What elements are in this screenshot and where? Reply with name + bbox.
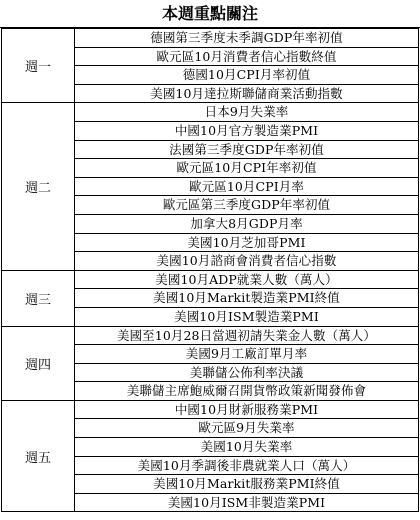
event-cell: 美國10月諮商會消費者信心指數 — [75, 252, 419, 271]
day-label: 週二 — [2, 103, 75, 270]
schedule-table — [1, 28, 419, 512]
table-row — [2, 400, 419, 419]
event-cell: 歐元區第三季度GDP年率初值 — [75, 196, 419, 215]
day-label: 週五 — [2, 400, 75, 512]
event-cell: 日本9月失業率 — [75, 103, 419, 122]
event-cell: 美國10月ISM非製造業PMI — [75, 493, 419, 512]
event-cell: 美國10月ISM製造業PMI — [75, 307, 419, 326]
day-label: 週一 — [2, 29, 75, 103]
page-title: 本週重點關注 — [0, 0, 420, 28]
event-cell: 歐元區10月CPI月率 — [75, 177, 419, 196]
event-cell: 歐元區10月消費者信心指數終值 — [75, 47, 419, 66]
event-cell: 法國第三季度GDP年率初值 — [75, 140, 419, 159]
event-cell: 美國10月失業率 — [75, 438, 419, 457]
event-cell: 美國10月達拉斯聯儲商業活動指數 — [75, 84, 419, 103]
event-cell: 美國10月ADP就業人數（萬人） — [75, 270, 419, 289]
event-cell: 美聯儲公佈利率決議 — [75, 363, 419, 382]
event-cell: 德國10月CPI月率初值 — [75, 66, 419, 85]
event-cell: 中國10月財新服務業PMI — [75, 400, 419, 419]
table-row — [2, 29, 419, 48]
event-cell: 歐元區10月CPI年率初值 — [75, 159, 419, 178]
event-cell: 美國10月芝加哥PMI — [75, 233, 419, 252]
day-label: 週四 — [2, 326, 75, 400]
event-cell: 美國10月Markit製造業PMI終值 — [75, 289, 419, 308]
event-cell: 美國9月工廠訂單月率 — [75, 345, 419, 364]
event-cell: 美國10月季調後非農就業人口（萬人） — [75, 456, 419, 475]
table-row — [2, 270, 419, 289]
table-row — [2, 326, 419, 345]
schedule-body — [2, 29, 419, 512]
event-cell: 加拿大8月GDP月率 — [75, 214, 419, 233]
event-cell: 美聯儲主席鮑威爾召開貨幣政策新聞發佈會 — [75, 382, 419, 401]
day-label: 週三 — [2, 270, 75, 326]
event-cell: 德國第三季度未季調GDP年率初值 — [75, 29, 419, 48]
event-cell: 美國至10月28日當週初請失業金人數（萬人） — [75, 326, 419, 345]
event-cell: 美國10月Markit服務業PMI終值 — [75, 475, 419, 494]
event-cell: 歐元區9月失業率 — [75, 419, 419, 438]
table-row — [2, 103, 419, 122]
event-cell: 中國10月官方製造業PMI — [75, 121, 419, 140]
